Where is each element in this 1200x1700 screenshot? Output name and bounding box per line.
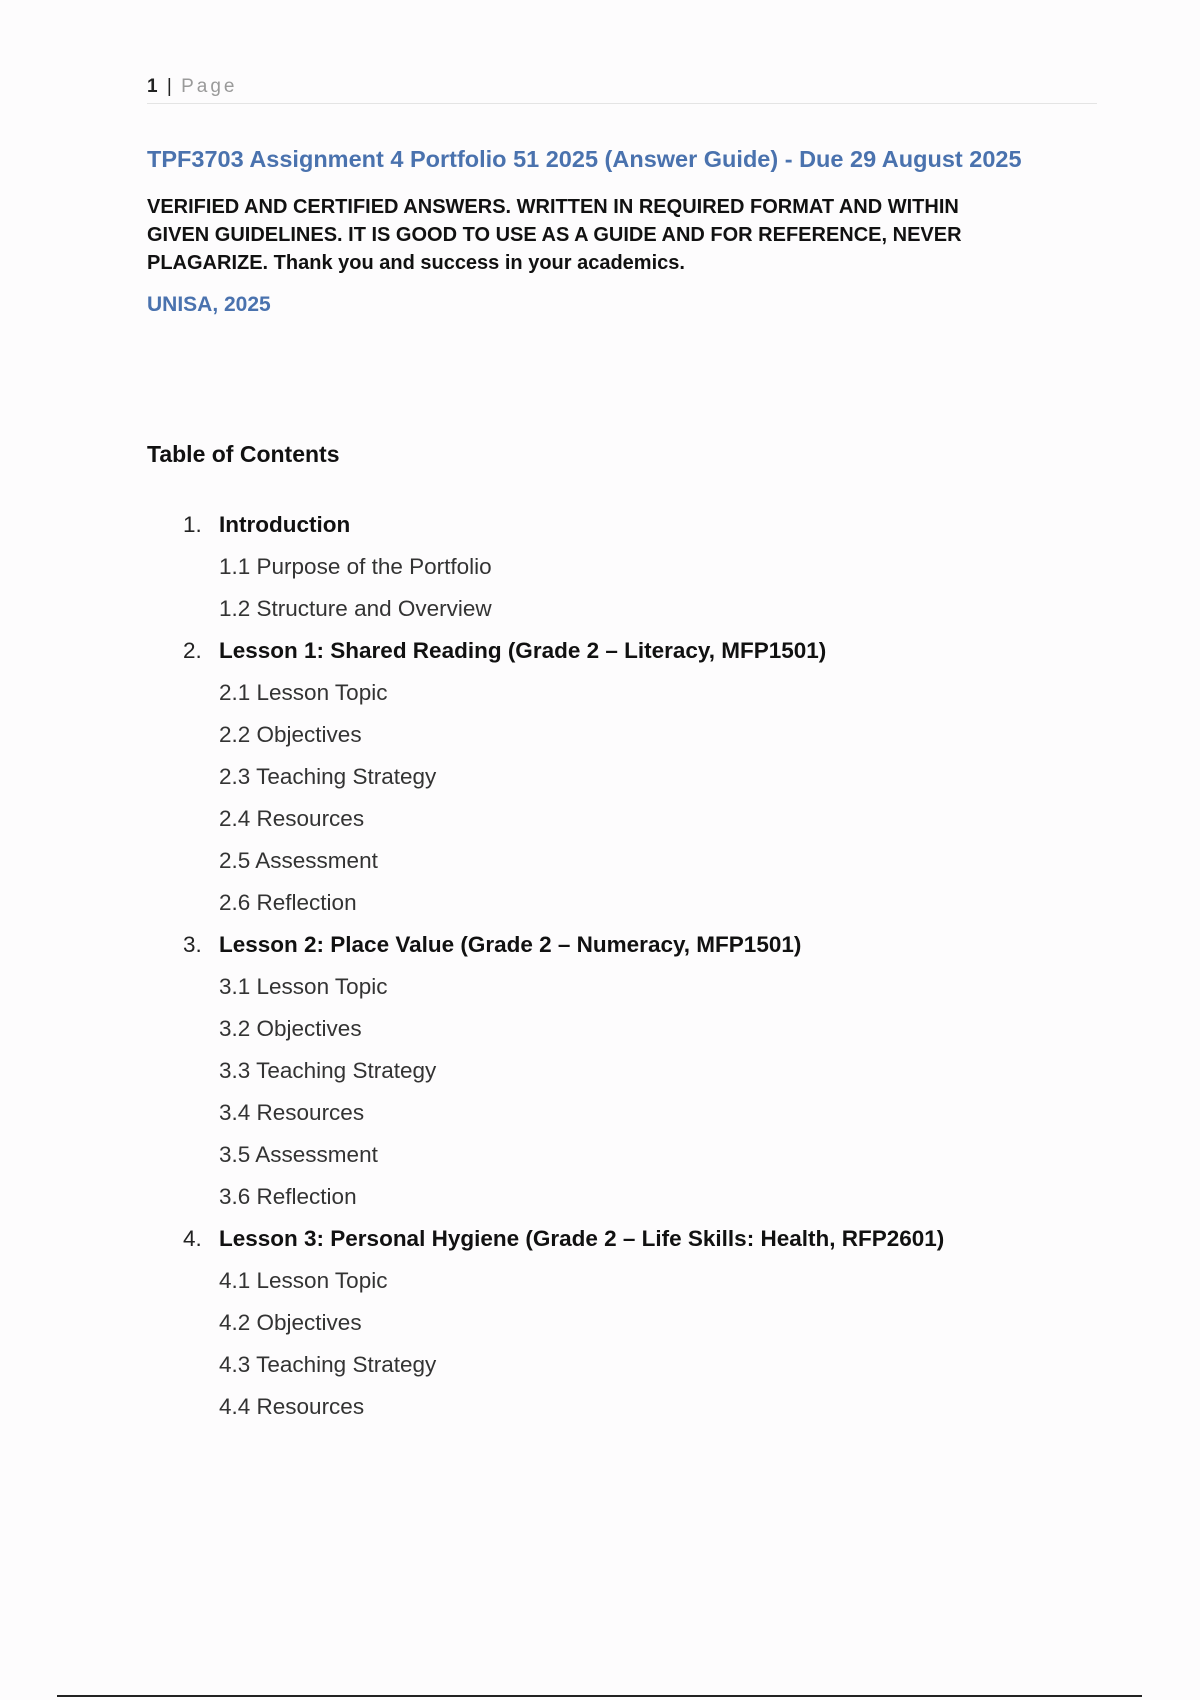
footer-divider xyxy=(57,1695,1142,1697)
toc-entry-label: 4.4 Resources xyxy=(219,1394,365,1419)
toc-entry-label: Introduction xyxy=(219,512,351,537)
header-divider xyxy=(147,103,1097,104)
toc-entry-number: 1. xyxy=(183,512,202,537)
disclaimer-line: PLAGARIZE. Thank you and success in your academics. xyxy=(147,252,685,274)
toc-entry-label: 2.6 Reflection xyxy=(219,890,357,915)
toc-entry-label: 4.3 Teaching Strategy xyxy=(219,1352,437,1377)
toc-entry-label: 3.2 Objectives xyxy=(219,1016,362,1041)
toc-entry-label: 3.3 Teaching Strategy xyxy=(219,1058,437,1083)
toc-entry-label: 2.2 Objectives xyxy=(219,722,362,747)
page-number: 1 xyxy=(147,76,159,97)
toc-entry-label: 3.6 Reflection xyxy=(219,1184,357,1209)
toc-entry-label: 4.2 Objectives xyxy=(219,1310,362,1335)
toc-entry-label: 1.2 Structure and Overview xyxy=(219,596,492,621)
toc-entry-label: Lesson 2: Place Value (Grade 2 – Numeracy, MFP1501) xyxy=(219,932,802,957)
toc-entry-label: 4.1 Lesson Topic xyxy=(219,1268,388,1293)
toc-entry-number: 2. xyxy=(183,638,202,663)
toc-entry-label: 2.4 Resources xyxy=(219,806,365,831)
toc-entry-number: 3. xyxy=(183,932,202,957)
page-label: Page xyxy=(181,76,238,97)
toc-entry-label: 3.1 Lesson Topic xyxy=(219,974,388,999)
disclaimer-text xyxy=(147,193,1077,277)
toc-heading: Table of Contents xyxy=(147,441,340,467)
institution-year: UNISA, 2025 xyxy=(147,293,271,316)
toc-entry-label: 2.5 Assessment xyxy=(219,848,378,873)
page-separator: | xyxy=(166,76,173,97)
document-title: TPF3703 Assignment 4 Portfolio 51 2025 (Answer Guide) - Due 29 August 2025 xyxy=(147,146,1022,172)
toc-entry-label: 2.1 Lesson Topic xyxy=(219,680,388,705)
disclaimer-line: GIVEN GUIDELINES. IT IS GOOD TO USE AS A GUIDE AND FOR REFERENCE, NEVER xyxy=(147,224,962,246)
page-number-header xyxy=(147,76,237,98)
toc-entry-label: 3.4 Resources xyxy=(219,1100,365,1125)
toc-entry-label: 3.5 Assessment xyxy=(219,1142,378,1167)
disclaimer-line: VERIFIED AND CERTIFIED ANSWERS. WRITTEN IN REQUIRED FORMAT AND WITHIN xyxy=(147,196,959,218)
toc-entry-number: 4. xyxy=(183,1226,202,1251)
toc-entry-label: 1.1 Purpose of the Portfolio xyxy=(219,554,492,579)
toc-entry-label: Lesson 1: Shared Reading (Grade 2 – Literacy, MFP1501) xyxy=(219,638,827,663)
toc-entry-label: 2.3 Teaching Strategy xyxy=(219,764,437,789)
toc-entry-label: Lesson 3: Personal Hygiene (Grade 2 – Life Skills: Health, RFP2601) xyxy=(219,1226,945,1251)
